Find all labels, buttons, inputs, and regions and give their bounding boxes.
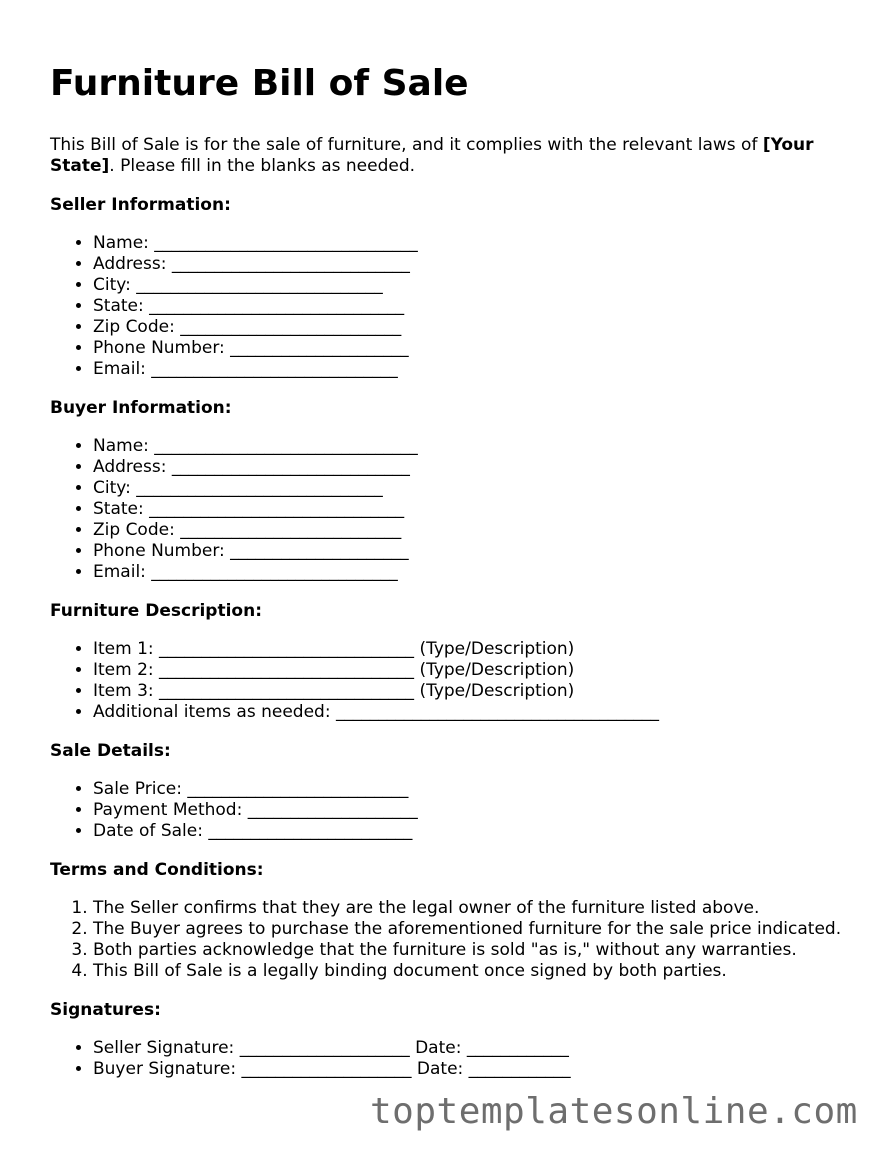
- sale-date-field: • Date of Sale: ________________________: [93, 821, 850, 842]
- seller-fields-list: [50, 233, 850, 380]
- buyer-phone-field: • Phone Number: _____________________: [93, 541, 850, 562]
- furniture-item-2: • Item 2: ______________________________ (Type/Description): [93, 660, 850, 681]
- intro-text-end: . Please fill in the blanks as needed.: [109, 156, 416, 176]
- buyer-address-field: • Address: ____________________________: [93, 457, 850, 478]
- furniture-additional-items: • Additional items as needed: ______________________________________: [93, 702, 850, 723]
- watermark-text: toptemplatesonline.com: [370, 1091, 858, 1132]
- buyer-zip-field: • Zip Code: __________________________: [93, 520, 850, 541]
- seller-signature-line: • Seller Signature: ____________________ Date: ____________: [93, 1038, 850, 1059]
- terms-section: [50, 860, 850, 982]
- seller-state-field: • State: ______________________________: [93, 296, 850, 317]
- sale-section: [50, 741, 850, 842]
- buyer-email-field: • Email: _____________________________: [93, 562, 850, 583]
- document-page: [50, 60, 850, 1080]
- seller-email-field: • Email: _____________________________: [93, 359, 850, 380]
- furniture-item-1: • Item 1: ______________________________ (Type/Description): [93, 639, 850, 660]
- sale-details-list: [50, 779, 850, 842]
- furniture-section: [50, 601, 850, 723]
- seller-heading: Seller Information:: [50, 195, 231, 215]
- term-item: 3. Both parties acknowledge that the furniture is sold "as is," without any warranties.: [93, 940, 853, 961]
- signatures-list: [50, 1038, 850, 1080]
- signatures-heading: Signatures:: [50, 1000, 161, 1020]
- furniture-heading: Furniture Description:: [50, 601, 262, 621]
- furniture-items-list: [50, 639, 850, 723]
- term-item: 4. This Bill of Sale is a legally binding document once signed by both parties.: [93, 961, 853, 982]
- buyer-signature-line: • Buyer Signature: ____________________ Date: ____________: [93, 1059, 850, 1080]
- term-item: 2. The Buyer agrees to purchase the aforementioned furniture for the sale price indicated.: [93, 919, 853, 940]
- seller-name-field: • Name: _______________________________: [93, 233, 850, 254]
- signatures-section: [50, 1000, 850, 1080]
- seller-address-field: • Address: ____________________________: [93, 254, 850, 275]
- intro-paragraph: [50, 135, 840, 177]
- buyer-heading: Buyer Information:: [50, 398, 232, 418]
- buyer-state-field: • State: ______________________________: [93, 499, 850, 520]
- terms-list: [50, 898, 853, 982]
- intro-text-start: This Bill of Sale is for the sale of furniture, and it complies with the relevant laws of: [50, 135, 763, 155]
- seller-section: [50, 195, 850, 380]
- furniture-item-3: • Item 3: ______________________________ (Type/Description): [93, 681, 850, 702]
- terms-heading: Terms and Conditions:: [50, 860, 264, 880]
- payment-method-field: • Payment Method: ____________________: [93, 800, 850, 821]
- seller-zip-field: • Zip Code: __________________________: [93, 317, 850, 338]
- page-title: Furniture Bill of Sale: [50, 63, 469, 104]
- buyer-section: [50, 398, 850, 583]
- buyer-fields-list: [50, 436, 850, 583]
- intro-state-placeholder: [Your State]: [50, 135, 814, 176]
- buyer-name-field: • Name: _______________________________: [93, 436, 850, 457]
- sale-heading: Sale Details:: [50, 741, 171, 761]
- sale-price-field: • Sale Price: __________________________: [93, 779, 850, 800]
- seller-phone-field: • Phone Number: _____________________: [93, 338, 850, 359]
- term-item: 1. The Seller confirms that they are the legal owner of the furniture listed above.: [93, 898, 853, 919]
- buyer-city-field: • City: _____________________________: [93, 478, 850, 499]
- seller-city-field: • City: _____________________________: [93, 275, 850, 296]
